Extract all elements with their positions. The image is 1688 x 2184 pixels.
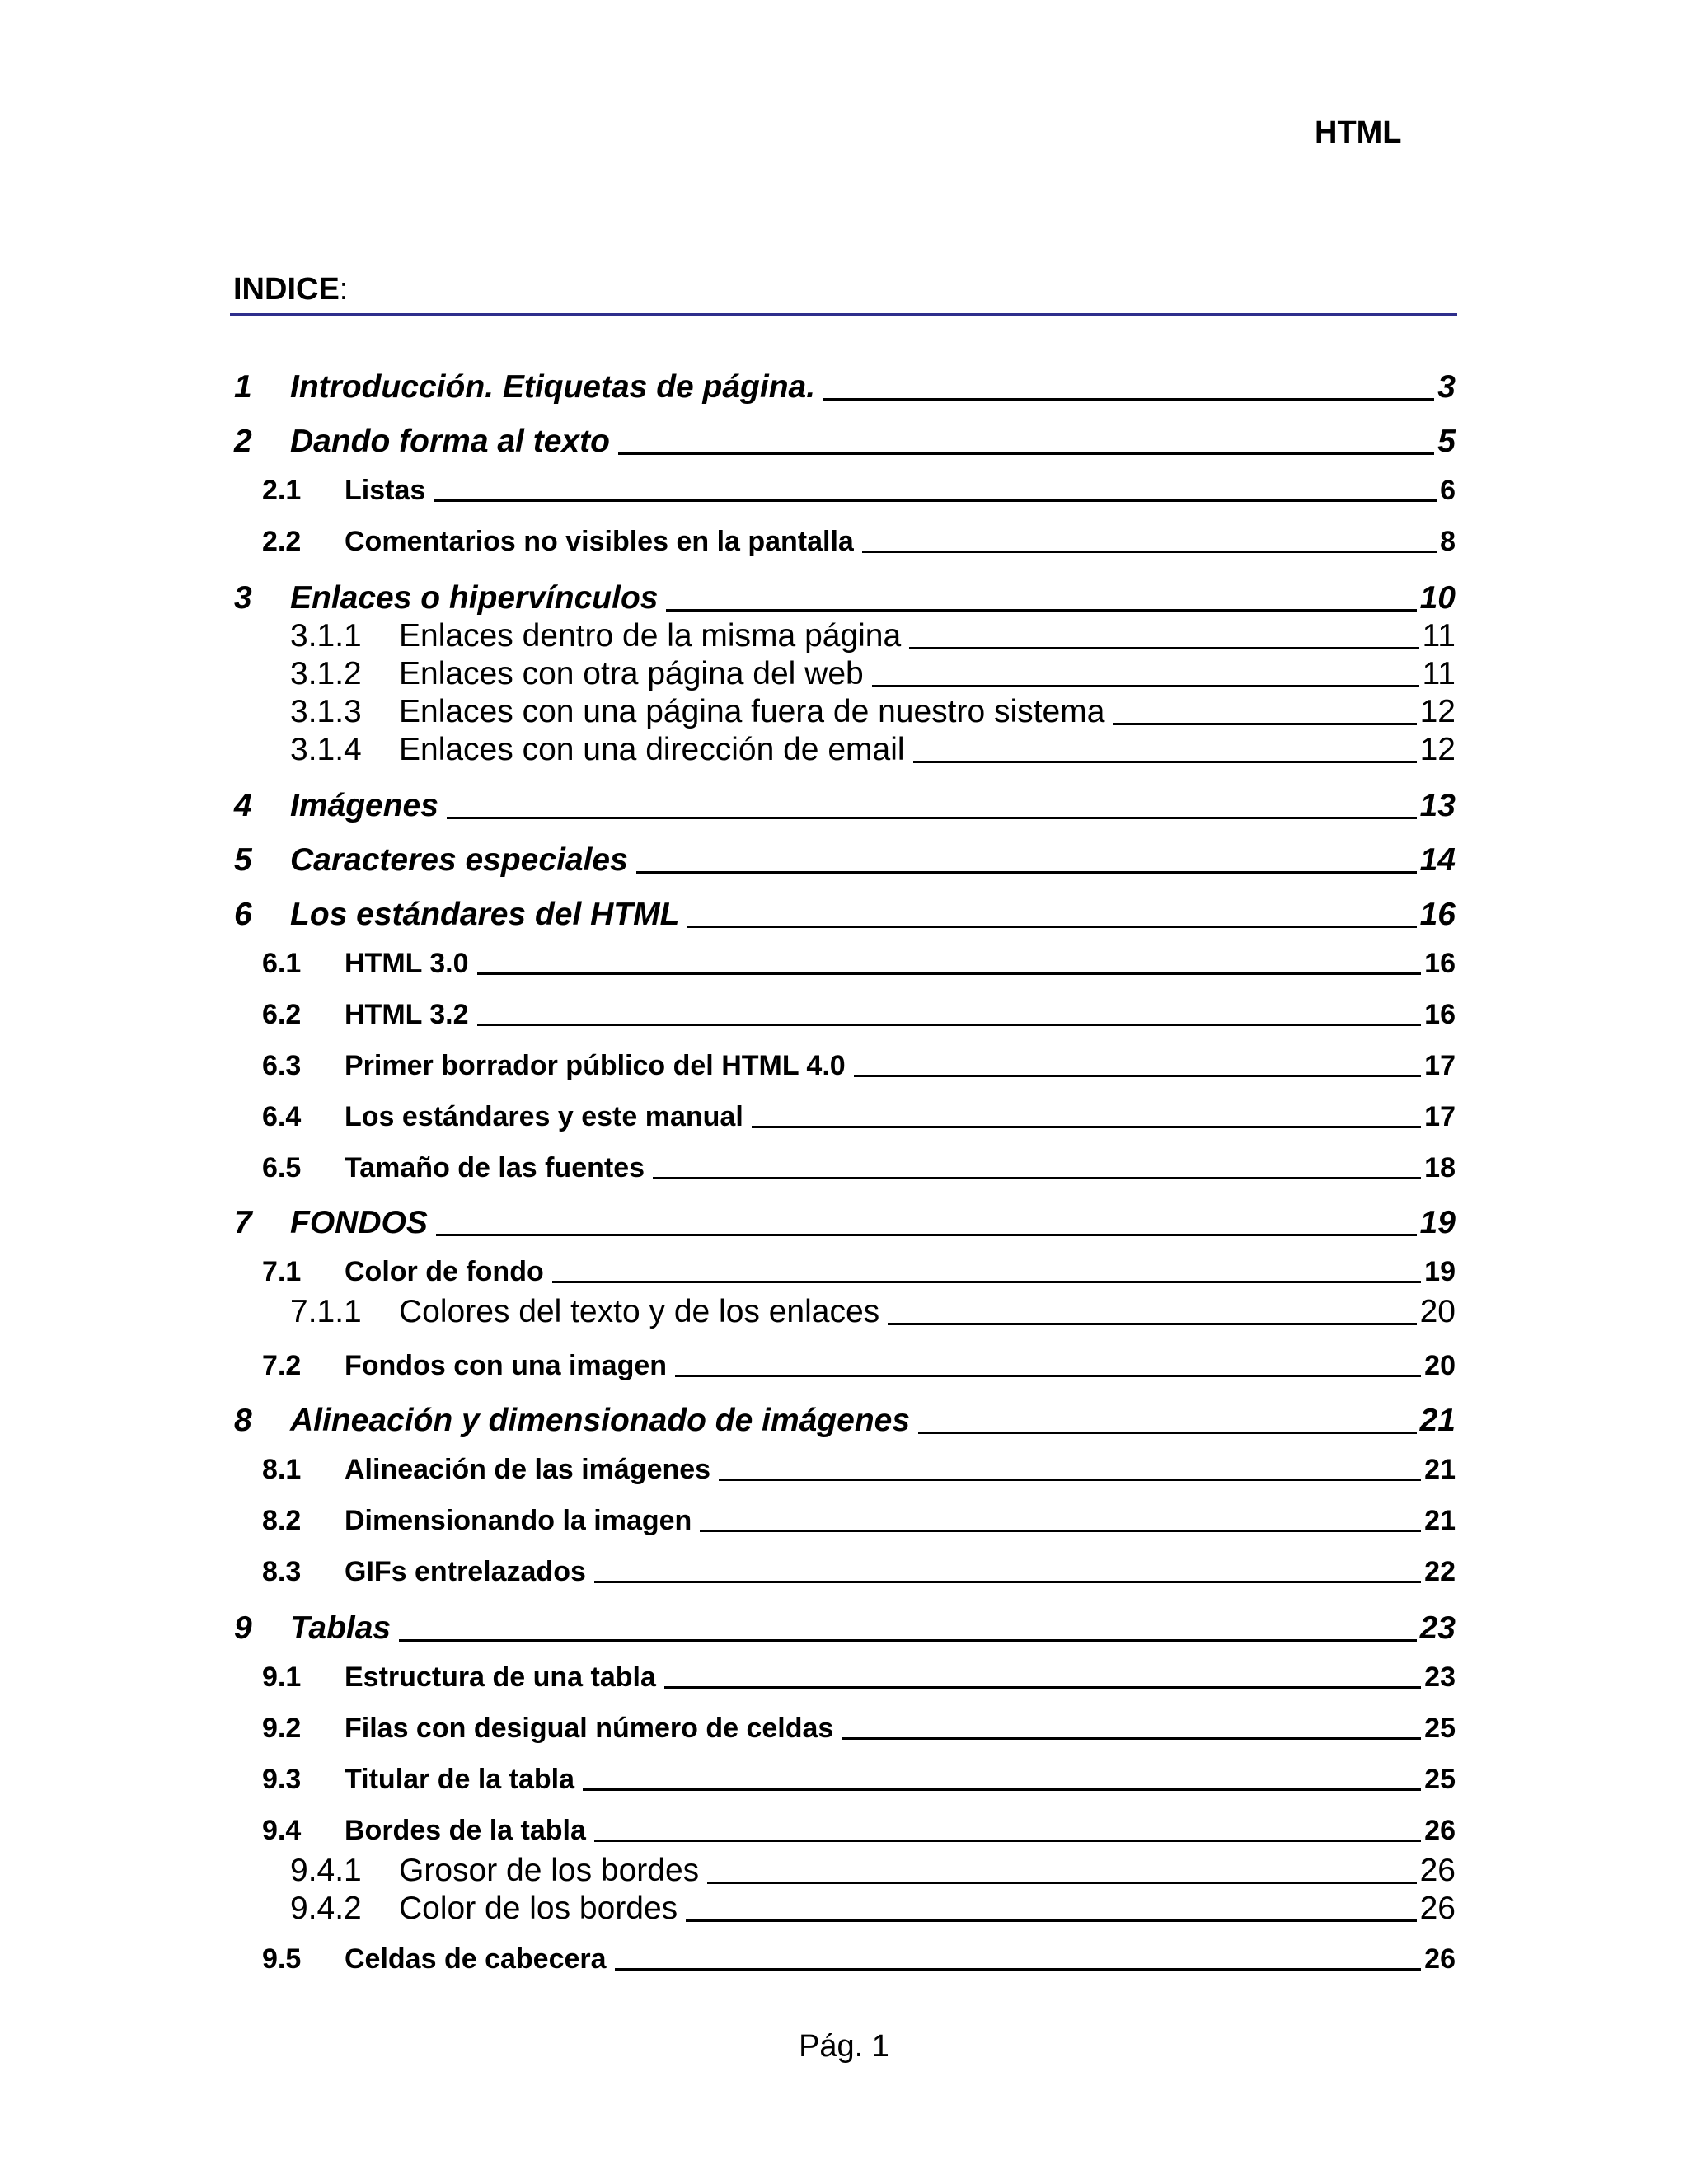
toc-entry-label: Bordes de la tabla (345, 1815, 586, 1846)
toc-entry-leader-line (918, 1432, 1417, 1434)
toc-entry-number: 9.4.1 (290, 1853, 362, 1888)
toc-entry-leader-line (675, 1375, 1421, 1377)
toc-entry-number: 6 (234, 897, 252, 932)
toc-entry[interactable] (262, 1256, 1456, 1288)
toc-entry-leader-line (752, 1126, 1421, 1128)
toc-entry-number: 7.2 (262, 1350, 302, 1381)
toc-entry-label: Enlaces con otra página del web (399, 656, 864, 691)
toc-entry-label: Filas con desigual número de celdas (345, 1713, 834, 1744)
toc-entry-page-number: 14 (1419, 842, 1456, 878)
toc-entry-leader-line (862, 551, 1437, 553)
toc-entry-page-number: 16 (1424, 999, 1456, 1030)
toc-entry-label: Comentarios no visibles en la pantalla (345, 526, 854, 557)
toc-entry-number: 3.1.4 (290, 732, 362, 767)
toc-entry-label: Grosor de los bordes (399, 1853, 700, 1888)
toc-entry-label: Tamaño de las fuentes (345, 1152, 645, 1183)
toc-entry-label: HTML 3.2 (345, 999, 469, 1030)
toc-entry-page-number: 26 (1424, 1815, 1456, 1846)
toc-entry-label: Titular de la tabla (345, 1764, 575, 1795)
toc-entry-number: 9 (234, 1610, 252, 1646)
toc-entry[interactable] (234, 369, 1456, 405)
toc-entry-number: 6.1 (262, 948, 302, 979)
toc-entry-leader-line (636, 871, 1417, 874)
toc-entry-page-number: 17 (1424, 1101, 1456, 1132)
toc-entry-page-number: 20 (1419, 1294, 1456, 1329)
toc-entry-leader-line (872, 685, 1419, 687)
toc-entry[interactable] (234, 897, 1456, 933)
index-heading-text: INDICE (233, 272, 340, 307)
toc-entry-label: Enlaces o hipervínculos (290, 580, 659, 616)
toc-entry-number: 7 (234, 1205, 252, 1240)
toc-entry-page-number: 17 (1424, 1050, 1456, 1081)
toc-entry[interactable] (262, 1943, 1456, 1975)
toc-entry-page-number: 26 (1424, 1943, 1456, 1975)
toc-entry[interactable] (290, 732, 1456, 768)
toc-entry-number: 9.2 (262, 1713, 302, 1744)
toc-entry-leader-line (552, 1281, 1421, 1283)
toc-entry-label: Fondos con una imagen (345, 1350, 668, 1381)
toc-entry-page-number: 10 (1419, 580, 1456, 616)
toc-entry[interactable] (262, 526, 1456, 558)
toc-entry-label: Dando forma al texto (290, 424, 610, 459)
toc-entry-page-number: 23 (1424, 1661, 1456, 1693)
toc-entry-leader-line (687, 926, 1416, 928)
toc-entry-number: 9.4 (262, 1815, 302, 1846)
page-number-footer: Pág. 1 (799, 2029, 889, 2064)
toc-entry-leader-line (615, 1968, 1422, 1971)
toc-entry-page-number: 21 (1424, 1454, 1456, 1485)
toc-entry-leader-line (594, 1840, 1421, 1842)
toc-entry-number: 6.3 (262, 1050, 302, 1081)
toc-entry-label: HTML 3.0 (345, 948, 469, 979)
toc-entry-page-number: 26 (1419, 1891, 1456, 1926)
toc-entry[interactable] (290, 1891, 1456, 1927)
toc-entry[interactable] (262, 1815, 1456, 1847)
toc-entry-leader-line (653, 1177, 1421, 1179)
toc-entry-page-number: 16 (1419, 897, 1456, 932)
toc-entry-page-number: 26 (1419, 1853, 1456, 1888)
toc-entry-page-number: 25 (1424, 1713, 1456, 1744)
toc-entry[interactable] (234, 1610, 1456, 1647)
toc-entry-label: Enlaces con una dirección de email (399, 732, 905, 767)
toc-entry-page-number: 19 (1424, 1256, 1456, 1287)
toc-entry-leader-line (436, 1234, 1417, 1236)
toc-entry-leader-line (664, 1686, 1421, 1689)
toc-entry-label: Listas (345, 475, 426, 506)
toc-entry-label: Colores del texto y de los enlaces (399, 1294, 880, 1329)
toc-entry-page-number: 21 (1419, 1403, 1456, 1438)
toc-entry-leader-line (700, 1530, 1421, 1532)
toc-entry-number: 7.1.1 (290, 1294, 362, 1329)
toc-entry-page-number: 8 (1440, 526, 1456, 557)
toc-entry-leader-line (477, 1024, 1422, 1026)
toc-entry[interactable] (234, 580, 1456, 616)
toc-entry-leader-line (1113, 723, 1416, 725)
toc-entry[interactable] (290, 618, 1456, 654)
toc-entry-label: Introducción. Etiquetas de página. (290, 369, 816, 405)
toc-entry[interactable] (262, 1454, 1456, 1486)
toc-entry-number: 3.1.1 (290, 618, 362, 654)
toc-entry-number: 4 (234, 788, 252, 823)
toc-entry[interactable] (262, 1050, 1456, 1082)
toc-entry-number: 6.5 (262, 1152, 302, 1183)
toc-entry-number: 3.1.3 (290, 694, 362, 729)
toc-entry-number: 8 (234, 1403, 252, 1438)
toc-entry-number: 9.4.2 (290, 1891, 362, 1926)
toc-entry-leader-line (823, 398, 1434, 401)
toc-entry-label: Color de los bordes (399, 1891, 678, 1926)
toc-entry-leader-line (707, 1882, 1416, 1884)
toc-entry-page-number: 20 (1424, 1350, 1456, 1381)
toc-entry-label: Los estándares y este manual (345, 1101, 743, 1132)
toc-entry-page-number: 13 (1419, 788, 1456, 823)
toc-entry-number: 7.1 (262, 1256, 302, 1287)
toc-entry[interactable] (262, 1350, 1456, 1382)
toc-entry-leader-line (447, 817, 1417, 819)
toc-entry[interactable] (262, 1556, 1456, 1588)
toc-entry[interactable] (262, 999, 1456, 1031)
toc-entry-number: 3.1.2 (290, 656, 362, 691)
toc-entry-label: Imágenes (290, 788, 438, 823)
toc-entry-label: Celdas de cabecera (345, 1943, 607, 1975)
toc-entry-label: Tablas (290, 1610, 392, 1646)
document-header-title: HTML (1315, 115, 1402, 150)
toc-entry-number: 9.1 (262, 1661, 302, 1693)
toc-entry-page-number: 12 (1419, 694, 1456, 729)
toc-entry[interactable] (262, 1661, 1456, 1694)
toc-entry-label: Enlaces con una página fuera de nuestro sistema (399, 694, 1105, 729)
toc-entry-page-number: 12 (1419, 732, 1456, 767)
toc-entry[interactable] (262, 948, 1456, 980)
toc-entry-page-number: 22 (1424, 1556, 1456, 1587)
toc-entry-leader-line (594, 1581, 1421, 1583)
toc-entry-leader-line (686, 1919, 1416, 1922)
toc-entry-number: 8.2 (262, 1505, 302, 1536)
toc-entry[interactable] (290, 694, 1456, 730)
toc-entry-number: 2 (234, 424, 252, 459)
toc-entry-leader-line (618, 452, 1434, 455)
toc-entry-leader-line (434, 499, 1437, 502)
toc-entry-number: 6.2 (262, 999, 302, 1030)
toc-entry-leader-line (913, 761, 1417, 763)
toc-entry-leader-line (477, 972, 1422, 975)
toc-entry-leader-line (666, 609, 1416, 612)
toc-entry-label: Color de fondo (345, 1256, 544, 1287)
toc-entry[interactable] (262, 1764, 1456, 1796)
toc-entry-page-number: 21 (1424, 1505, 1456, 1536)
toc-entry-label: FONDOS (290, 1205, 428, 1240)
toc-entry-page-number: 11 (1422, 656, 1456, 691)
toc-entry-label: Dimensionando la imagen (345, 1505, 692, 1536)
toc-entry-page-number: 19 (1419, 1205, 1456, 1240)
toc-entry-leader-line (583, 1788, 1421, 1791)
toc-entry[interactable] (234, 842, 1456, 879)
toc-entry-leader-line (842, 1737, 1421, 1740)
toc-entry-number: 3 (234, 580, 252, 616)
toc-entry-number: 9.5 (262, 1943, 302, 1975)
toc-entry[interactable] (234, 788, 1456, 824)
toc-entry[interactable] (234, 1403, 1456, 1439)
toc-entry-page-number: 18 (1424, 1152, 1456, 1183)
toc-entry-leader-line (719, 1479, 1421, 1481)
toc-entry-leader-line (909, 647, 1418, 649)
toc-entry-leader-line (399, 1639, 1417, 1642)
toc-entry-page-number: 11 (1422, 618, 1456, 654)
toc-entry-page-number: 25 (1424, 1764, 1456, 1795)
toc-entry-label: Alineación y dimensionado de imágenes (290, 1403, 911, 1438)
toc-entry-leader-line (888, 1323, 1416, 1325)
toc-entry-number: 9.3 (262, 1764, 302, 1795)
index-heading-colon: : (339, 272, 349, 307)
toc-entry-number: 8.1 (262, 1454, 302, 1485)
toc-entry-number: 8.3 (262, 1556, 302, 1587)
toc-entry-label: Enlaces dentro de la misma página (399, 618, 902, 654)
toc-entry-label: Estructura de una tabla (345, 1661, 656, 1693)
toc-entry-label: Caracteres especiales (290, 842, 628, 878)
toc-entry-number: 6.4 (262, 1101, 302, 1132)
toc-entry[interactable] (290, 1294, 1456, 1330)
toc-entry-page-number: 3 (1437, 369, 1456, 405)
toc-entry-label: Los estándares del HTML (290, 897, 680, 932)
toc-entry-number: 2.2 (262, 526, 302, 557)
toc-entry-number: 5 (234, 842, 252, 878)
toc-entry[interactable] (262, 475, 1456, 507)
toc-entry-page-number: 5 (1437, 424, 1456, 459)
toc-entry-page-number: 23 (1419, 1610, 1456, 1646)
toc-entry-page-number: 6 (1440, 475, 1456, 506)
toc-entry-label: Primer borrador público del HTML 4.0 (345, 1050, 846, 1081)
toc-entry[interactable] (262, 1101, 1456, 1133)
toc-entry-page-number: 16 (1424, 948, 1456, 979)
toc-entry-number: 1 (234, 369, 252, 405)
toc-entry[interactable] (234, 1205, 1456, 1241)
toc-entry[interactable] (290, 1853, 1456, 1889)
toc-entry-label: GIFs entrelazados (345, 1556, 586, 1587)
toc-entry[interactable] (234, 424, 1456, 460)
toc-entry-leader-line (854, 1075, 1421, 1077)
toc-entry-label: Alineación de las imágenes (345, 1454, 711, 1485)
toc-entry[interactable] (262, 1713, 1456, 1745)
toc-entry-number: 2.1 (262, 475, 302, 506)
toc-entry[interactable] (262, 1152, 1456, 1184)
toc-entry[interactable] (290, 656, 1456, 692)
toc-entry[interactable] (262, 1505, 1456, 1537)
